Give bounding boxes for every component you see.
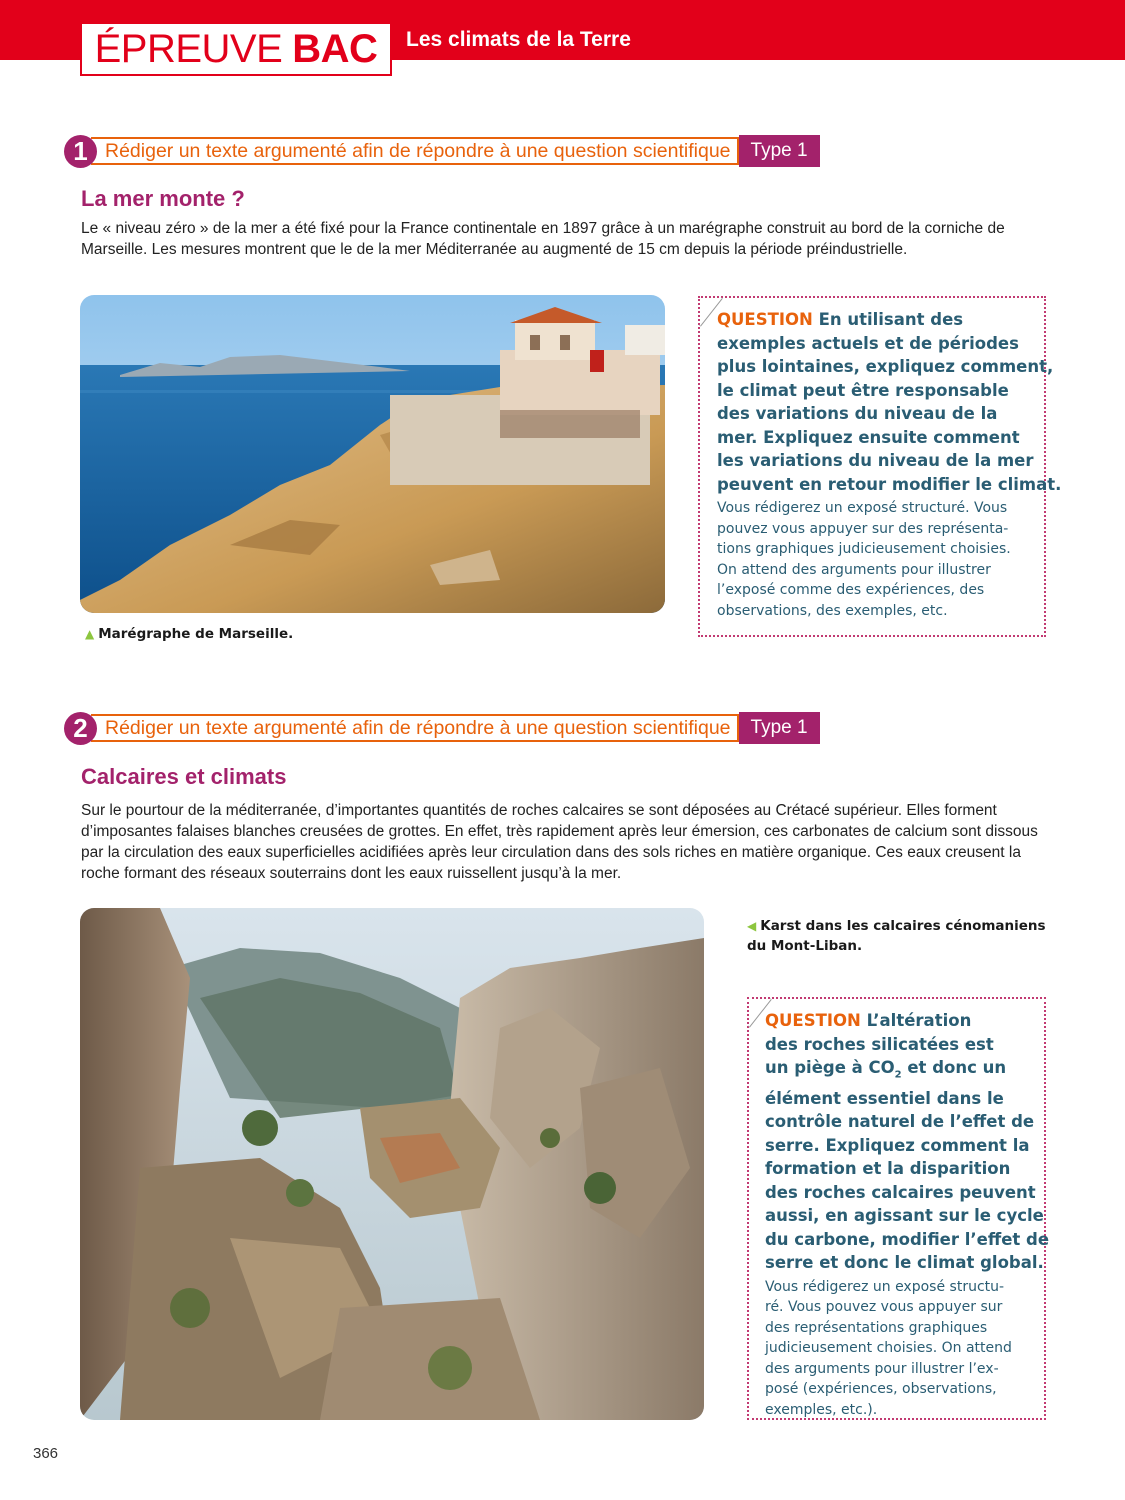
co2-text-after: et donc un bbox=[901, 1058, 1007, 1077]
question-1-label: QUESTION bbox=[717, 310, 813, 329]
instruction-line: ré. Vous pouvez vous appuyer sur bbox=[765, 1299, 1003, 1316]
exercise-2-header bbox=[64, 712, 820, 744]
instruction-line: tions graphiques judicieusement choisies. bbox=[717, 541, 1011, 557]
question-2-line: du carbone, modifier l’effet de bbox=[765, 1229, 1050, 1249]
question-2-line: L’altération bbox=[866, 1011, 972, 1030]
question-2-line: des roches silicatées est bbox=[765, 1034, 994, 1054]
instruction-line: observations, des exemples, etc. bbox=[717, 602, 948, 619]
exercise-2-number: 2 bbox=[64, 712, 97, 745]
chapter-title: Les climats de la Terre bbox=[406, 28, 631, 51]
question-1-line: mer. Expliquez ensuite comment bbox=[717, 427, 1020, 447]
exercise-2-title: Calcaires et climats bbox=[81, 764, 287, 789]
question-1-line: des variations du niveau de la bbox=[717, 404, 998, 423]
page-number: 366 bbox=[33, 1445, 59, 1462]
maregraphe-illustration bbox=[80, 295, 665, 613]
co2-subscript: 2 bbox=[894, 1069, 902, 1081]
question-2-line: serre et donc le climat global. bbox=[765, 1253, 1044, 1273]
karst-photo bbox=[80, 908, 704, 1420]
brand-bold: BAC bbox=[292, 26, 378, 71]
question-1-content bbox=[717, 308, 1062, 621]
exercise-2-intro: Sur le pourtour de la méditerranée, d’importantes quantités de roches calcaires se sont déposées au Crétacé supérieur. Elles forment d’imposantes falaises blanches creusées de grottes. En effet, très rapidement après leur émersion, ces carbonates de calcium sont dissous par la circulation des eaux superficielles acidifiées après leur circulation dans des sols riches en matière organique. Ces eaux creusent la roche formant des réseaux souterrains dont les eaux ruissellent jusqu’à la mer. bbox=[81, 802, 1038, 882]
triangle-up-icon: ▲ bbox=[85, 627, 95, 641]
instruction-line: l’exposé comme des expériences, des bbox=[717, 582, 985, 598]
instruction-line: Vous rédigerez un exposé structu- bbox=[765, 1278, 1005, 1295]
exercise-1-title: La mer monte ? bbox=[81, 186, 245, 211]
question-2-line: serre. Expliquez comment la bbox=[765, 1135, 1030, 1155]
exercise-1-intro: Le « niveau zéro » de la mer a été fixé pour la France continentale en 1897 grâce à un marégraphe construit au bord de la corniche de Marseille. Les mesures montrent que le de la mer Méditerranée au augmenté de 15 cm depuis la période préindustrielle. bbox=[81, 220, 1005, 258]
exercise-1-instruction: Rédiger un texte argumenté afin de répondre à une question scientifique bbox=[91, 137, 739, 165]
question-2-line: contrôle naturel de l’effet de bbox=[765, 1112, 1035, 1132]
question-1-line: peuvent en retour modifier le climat. bbox=[717, 474, 1062, 494]
maregraphe-caption bbox=[85, 624, 293, 644]
karst-caption-line1: Karst dans les calcaires cénomaniens bbox=[760, 918, 1046, 934]
instruction-line: des représentations graphiques bbox=[765, 1319, 988, 1336]
exercise-1-number: 1 bbox=[64, 135, 97, 168]
question-1-main bbox=[717, 308, 1062, 496]
question-2-line: aussi, en agissant sur le cycle bbox=[765, 1206, 1044, 1226]
question-1-instructions bbox=[717, 498, 1037, 621]
karst-illustration bbox=[80, 908, 704, 1420]
karst-caption-line2: du Mont-Liban. bbox=[747, 938, 863, 954]
exercise-1-type: Type 1 bbox=[739, 135, 820, 167]
brand-prefix: ÉPREUVE bbox=[94, 26, 283, 71]
co2-text: un piège à CO bbox=[765, 1058, 895, 1077]
question-1-line: En utilisant des bbox=[818, 310, 964, 329]
instruction-line: judicieusement choisies. On attend bbox=[765, 1340, 1012, 1357]
question-2-label: QUESTION bbox=[765, 1011, 861, 1030]
instruction-line: pouvez vous appuyer sur des représenta- bbox=[717, 520, 1009, 537]
question-1-line: exemples actuels et de périodes bbox=[717, 333, 1019, 353]
karst-caption bbox=[747, 916, 1046, 956]
instruction-line: exemples, etc.). bbox=[765, 1401, 878, 1418]
question-2-line: formation et la disparition bbox=[765, 1159, 1011, 1179]
question-1-line: plus lointaines, expliquez comment, bbox=[717, 357, 1054, 376]
question-2-instructions bbox=[765, 1277, 1040, 1421]
epreuve-bac-logo bbox=[80, 22, 392, 76]
question-2-line bbox=[765, 1056, 1040, 1087]
question-2-line: des roches calcaires peuvent bbox=[765, 1182, 1036, 1202]
exercise-2-instruction: Rédiger un texte argumenté afin de répondre à une question scientifique bbox=[91, 714, 739, 742]
exercise-1-header bbox=[64, 135, 820, 167]
question-1-line: le climat peut être responsable bbox=[717, 380, 1009, 400]
question-1-line: les variations du niveau de la mer bbox=[717, 451, 1034, 470]
exercise-2-type: Type 1 bbox=[739, 712, 820, 744]
triangle-left-icon: ◀ bbox=[747, 919, 757, 933]
maregraphe-photo bbox=[80, 295, 665, 613]
instruction-line: posé (expériences, observations, bbox=[765, 1381, 997, 1398]
maregraphe-caption-text: Marégraphe de Marseille. bbox=[98, 626, 294, 642]
question-2-content bbox=[765, 1009, 1050, 1420]
question-2-main bbox=[765, 1009, 1050, 1275]
instruction-line: des arguments pour illustrer l’ex- bbox=[765, 1360, 999, 1377]
instruction-line: On attend des arguments pour illustrer bbox=[717, 561, 991, 578]
question-2-line: élément essentiel dans le bbox=[765, 1088, 1004, 1108]
instruction-line: Vous rédigerez un exposé structuré. Vous bbox=[717, 500, 1008, 516]
